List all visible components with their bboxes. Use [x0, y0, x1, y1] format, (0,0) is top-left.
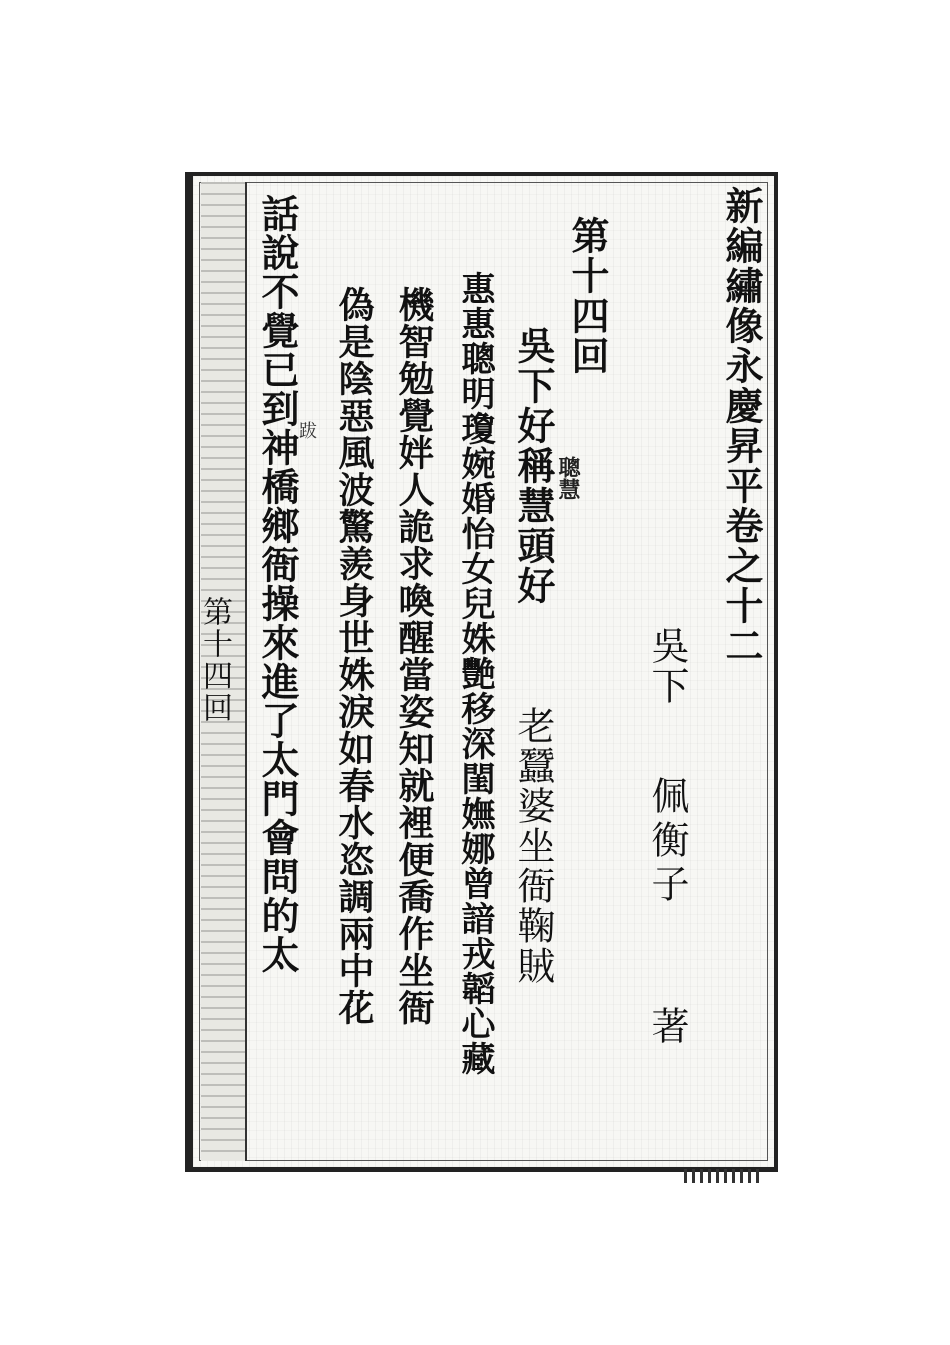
text-column-6: 話說不覺已到神橋鄉衙操來進了太門會問的太 — [255, 194, 300, 974]
text-column-4: 機智勉覺姅人詭求喚醒當姿知就裡便喬作坐衙 — [393, 286, 435, 1026]
text-column-5: 偽是陰惡風波驚羨身世姝淚如春水恣調兩中花 — [333, 286, 375, 1026]
title-column: 新編繡像永慶昇平卷之十二 — [719, 186, 764, 666]
author-suffix: 著 — [645, 1006, 689, 1046]
margin-heading: 第十四回 — [197, 596, 232, 724]
annotation-congming: 聰慧 — [555, 456, 581, 500]
chapter-heading: 第十四回 — [565, 216, 610, 376]
author-place: 吳下 — [645, 626, 689, 706]
book-page — [185, 172, 778, 1172]
bottom-edge-marks — [684, 1169, 764, 1183]
text-column-1: 吳下好稱慧頭好 — [511, 326, 556, 606]
author-name: 佩衡子 — [645, 776, 689, 908]
annotation-ba: 跋 — [296, 421, 317, 439]
text-column-2: 老蠶婆坐衙鞠賊 — [511, 706, 555, 986]
text-column-3: 惠惠聰明瓊婉婚怡女兒姝艷移深閨嫵娜曾諳戎韜心藏 — [455, 271, 495, 1076]
